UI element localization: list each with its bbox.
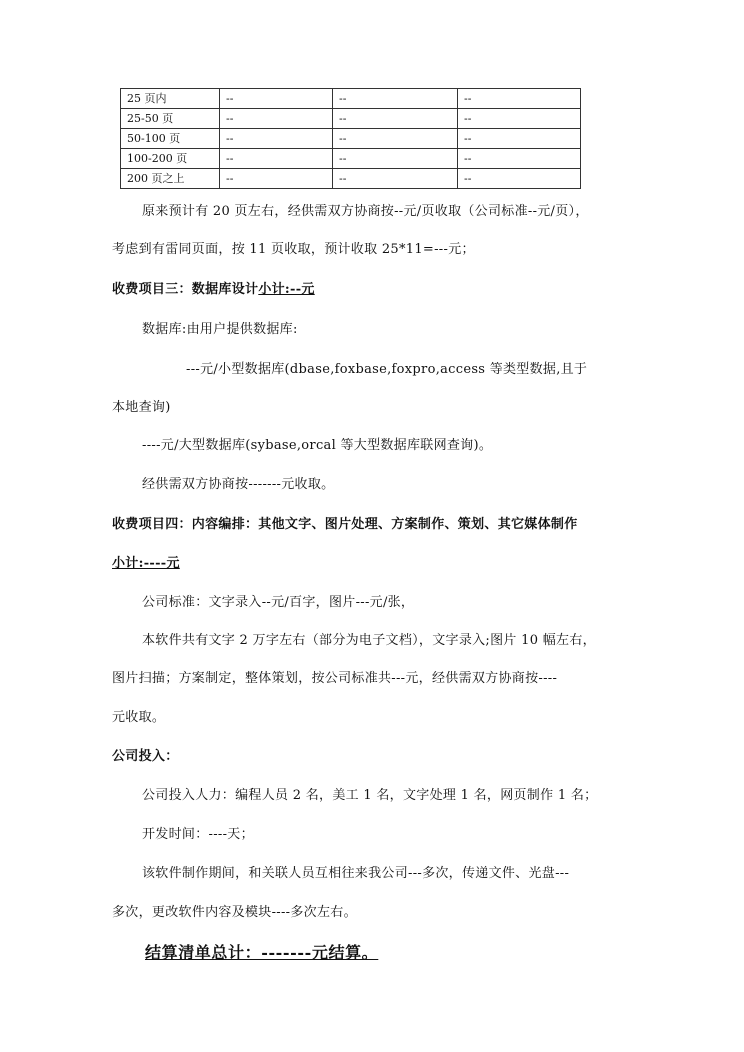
database-negotiate: 经供需双方协商按-------元收取。 <box>142 477 335 492</box>
table-cell: -- <box>333 89 458 109</box>
database-small-line2: 本地查询) <box>112 400 171 415</box>
content-paragraph-line2: 图片扫描；方案制定，整体策划，按公司标准共---元，经供需双方协商按---- <box>112 671 558 686</box>
table-row <box>121 109 581 129</box>
company-standard: 公司标准：文字录入--元/百字，图片---元/张， <box>142 595 415 610</box>
table-cell: -- <box>220 89 333 109</box>
content-paragraph-line1: 本软件共有文字 2 万字左右（部分为电子文档），文字录入;图片 10 幅左右， <box>142 633 596 648</box>
section-three-subtotal: 小计:--元 <box>258 282 315 297</box>
table-cell: 100-200 页 <box>121 149 220 169</box>
interaction-paragraph-line1: 该软件制作期间，和关联人员互相往来我公司---多次，传递文件、光盘--- <box>142 866 570 881</box>
section-three-title: 收费项目三：数据库设计 <box>112 282 259 297</box>
table-cell: -- <box>458 149 581 169</box>
table-cell: 25-50 页 <box>121 109 220 129</box>
table-cell: -- <box>333 149 458 169</box>
table-cell: -- <box>220 149 333 169</box>
table-cell: -- <box>220 129 333 149</box>
development-time: 开发时间：----天； <box>142 827 254 842</box>
table-row <box>121 169 581 189</box>
table-cell: -- <box>458 129 581 149</box>
paragraph-estimate-line2: 考虑到有雷同页面，按 11 页收取，预计收取 25*11=---元； <box>112 242 475 257</box>
table-row <box>121 149 581 169</box>
table-cell: -- <box>220 109 333 129</box>
interaction-paragraph-line2: 多次，更改软件内容及模块----多次左右。 <box>112 905 357 920</box>
investment-people: 公司投入人力：编程人员 2 名，美工 1 名，文字处理 1 名，网页制作 1 名； <box>142 788 598 803</box>
table-row <box>121 89 581 109</box>
table-cell: 200 页之上 <box>121 169 220 189</box>
table-cell: -- <box>458 89 581 109</box>
settlement-total: 结算清单总计：-------元结算。 <box>145 943 379 962</box>
table-cell: -- <box>333 129 458 149</box>
paragraph-estimate-line1: 原来预计有 20 页左右，经供需双方协商按--元/页收取（公司标准--元/页）， <box>142 204 589 219</box>
section-four-subtotal: 小计:----元 <box>112 556 180 571</box>
table-cell: 50-100 页 <box>121 129 220 149</box>
table-cell: 25 页内 <box>121 89 220 109</box>
table-cell: -- <box>220 169 333 189</box>
price-table <box>120 88 581 189</box>
section-four-heading: 收费项目四：内容编排：其他文字、图片处理、方案制作、策划、其它媒体制作 <box>112 517 578 532</box>
table-cell: -- <box>458 109 581 129</box>
table-cell: -- <box>458 169 581 189</box>
table-cell: -- <box>333 169 458 189</box>
table-cell: -- <box>333 109 458 129</box>
database-intro: 数据库:由用户提供数据库: <box>142 322 298 337</box>
investment-heading: 公司投入： <box>112 749 179 764</box>
section-three-heading <box>112 278 315 297</box>
content-paragraph-line3: 元收取。 <box>112 710 166 725</box>
database-large: ----元/大型数据库(sybase,orcal 等大型数据库联网查询)。 <box>142 438 493 453</box>
database-small-line1: ---元/小型数据库(dbase,foxbase,foxpro,access 等类型数据,且于 <box>186 362 588 377</box>
table-row <box>121 129 581 149</box>
